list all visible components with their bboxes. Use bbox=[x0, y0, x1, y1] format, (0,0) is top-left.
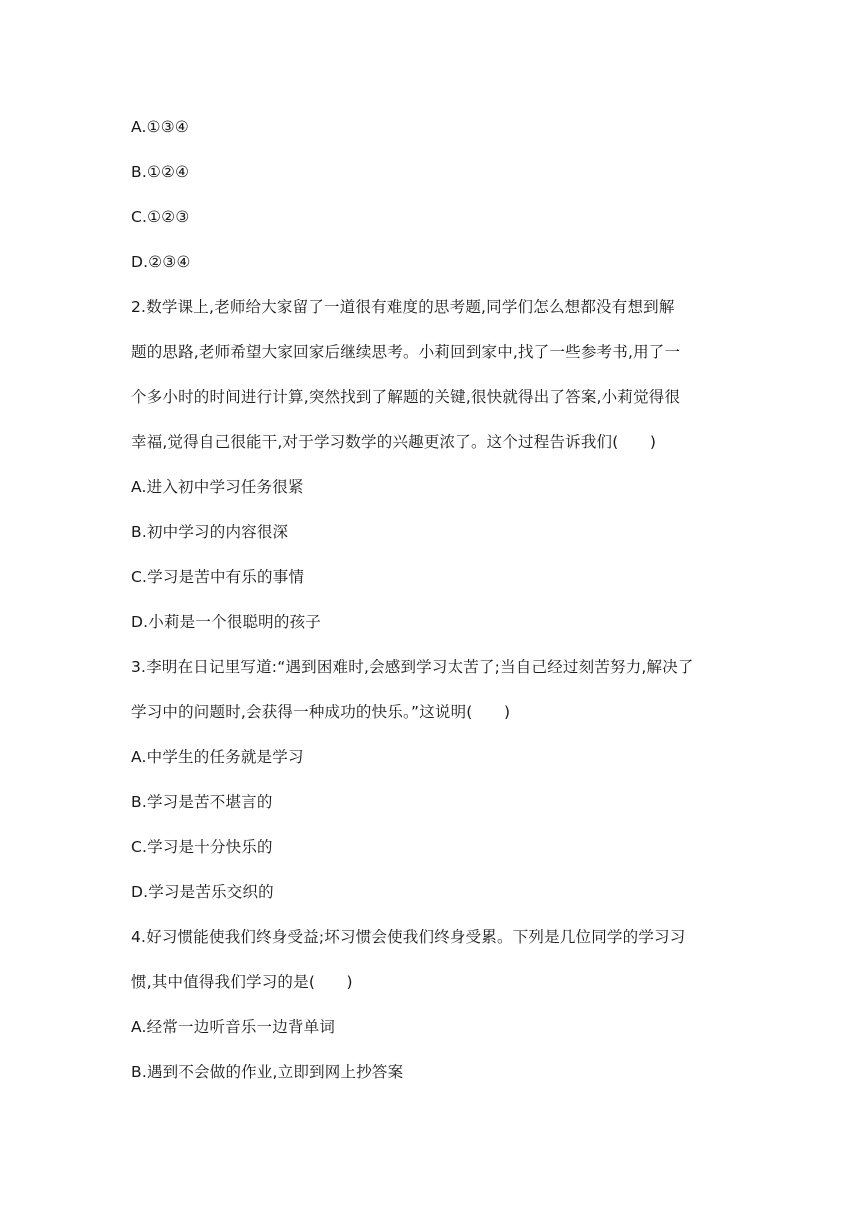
q4-stem-line-2: 惯,其中值得我们学习的是( ) bbox=[131, 973, 353, 991]
q3-stem-line-1: 3.李明在日记里写道:“遇到困难时,会感到学习太苦了;当自己经过刻苦努力,解决了 bbox=[131, 658, 694, 676]
q1-option-d: D.②③④ bbox=[131, 253, 191, 271]
q3-option-a: A.中学生的任务就是学习 bbox=[131, 748, 304, 766]
q4-stem-line-1: 4.好习惯能使我们终身受益;坏习惯会使我们终身受累。下列是几位同学的学习习 bbox=[131, 928, 686, 946]
q2-option-b: B.初中学习的内容很深 bbox=[131, 523, 289, 541]
q2-stem-line-4: 幸福,觉得自己很能干,对于学习数学的兴趣更浓了。这个过程告诉我们( ) bbox=[131, 433, 657, 451]
q2-option-a: A.进入初中学习任务很紧 bbox=[131, 478, 304, 496]
q2-option-d: D.小莉是一个很聪明的孩子 bbox=[131, 613, 321, 631]
q2-stem-line-3: 个多小时的时间进行计算,突然找到了解题的关键,很快就得出了答案,小莉觉得很 bbox=[131, 388, 681, 406]
q3-option-b: B.学习是苦不堪言的 bbox=[131, 793, 273, 811]
q2-stem-line-2: 题的思路,老师希望大家回家后继续思考。小莉回到家中,找了一些参考书,用了一 bbox=[131, 343, 681, 361]
q2-option-c: C.学习是苦中有乐的事情 bbox=[131, 568, 305, 586]
q1-option-a: A.①③④ bbox=[131, 118, 189, 136]
q3-stem-line-2: 学习中的问题时,会获得一种成功的快乐。”这说明( ) bbox=[131, 703, 511, 721]
q3-option-d: D.学习是苦乐交织的 bbox=[131, 883, 274, 901]
q1-option-c: C.①②③ bbox=[131, 208, 190, 226]
q3-option-c: C.学习是十分快乐的 bbox=[131, 838, 273, 856]
q4-option-a: A.经常一边听音乐一边背单词 bbox=[131, 1018, 336, 1036]
q4-option-b: B.遇到不会做的作业,立即到网上抄答案 bbox=[131, 1063, 404, 1081]
q2-stem-line-1: 2.数学课上,老师给大家留了一道很有难度的思考题,同学们怎么想都没有想到解 bbox=[131, 298, 675, 316]
q1-option-b: B.①②④ bbox=[131, 163, 190, 181]
